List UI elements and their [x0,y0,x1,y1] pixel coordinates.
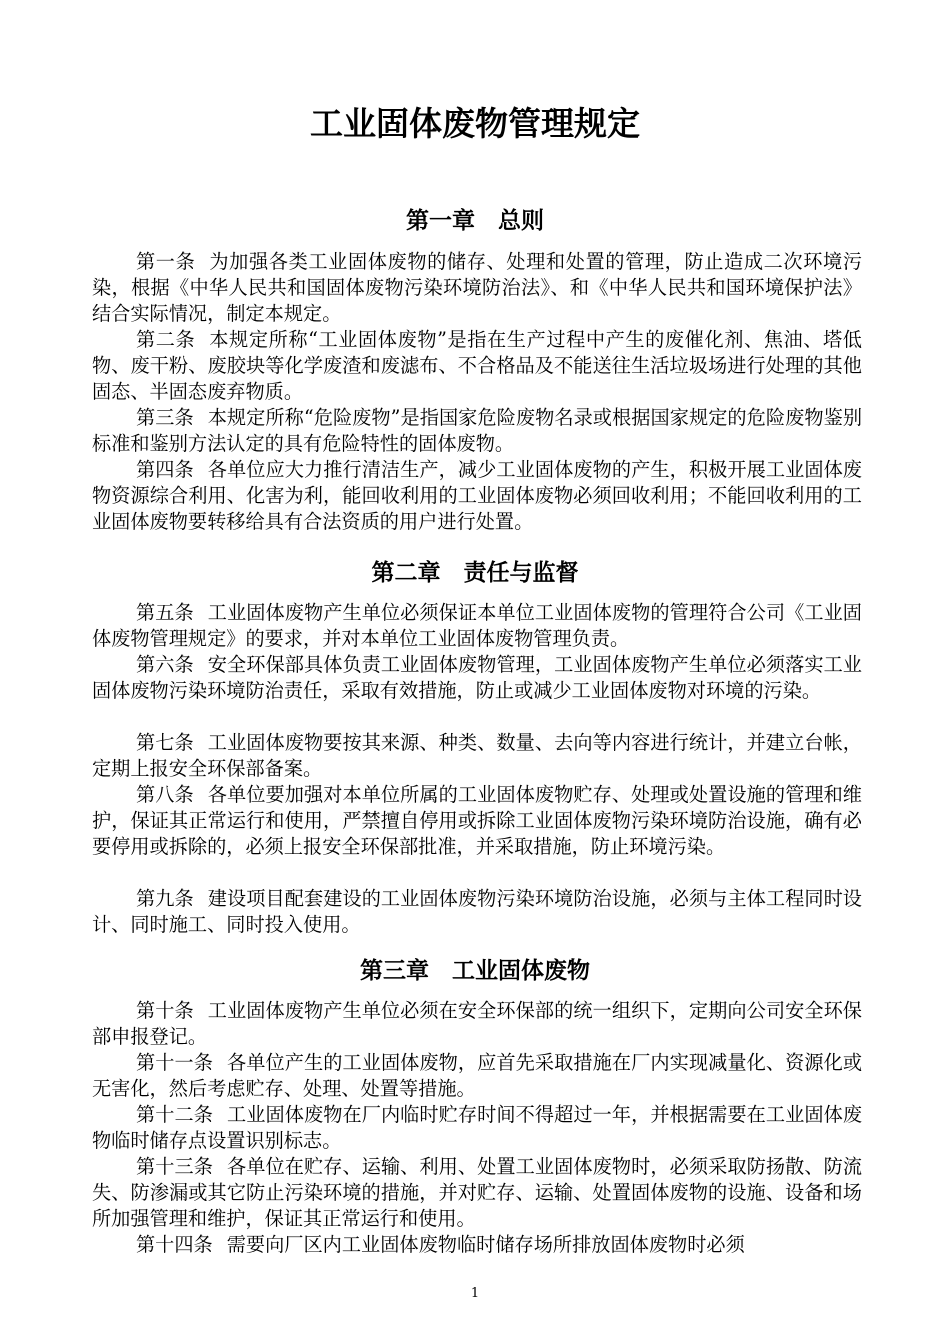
article-5 [92,600,862,652]
article-text: 工业固体废物产生单位必须保证本单位工业固体废物的管理符合公司《工业固体废物管理规定》的要求，并对本单位工业固体废物管理负责。 [92,601,862,650]
chapter-heading: 第一章 总则 [406,208,544,234]
article-number: 第十三条 [136,1155,213,1178]
article-13 [92,1154,862,1232]
article-number: 第九条 [136,887,194,910]
article-text: 工业固体废物产生单位必须在安全环保部的统一组织下，定期向公司安全环保部申报登记。 [92,999,862,1048]
article-7 [92,730,862,782]
article-number: 第五条 [136,601,194,624]
article-10 [92,998,862,1050]
chapter-heading: 第三章 工业固体废物 [360,958,590,984]
article-number: 第十四条 [136,1233,213,1256]
article-text: 为加强各类工业固体废物的储存、处理和处置的管理，防止造成二次环境污染，根据《中华人民共和国固体废物污染环境防治法》、和《中华人民共和国环境保护法》结合实际情况，制定本规定。 [92,250,863,325]
article-number: 第十条 [136,999,194,1022]
article-text: 需要向厂区内工业固体废物临时储存场所排放固体废物时必须 [226,1233,745,1256]
article-number: 第七条 [136,731,194,754]
article-number: 第十二条 [136,1103,213,1126]
article-11 [92,1050,862,1102]
article-text: 建设项目配套建设的工业固体废物污染环境防治设施，必须与主体工程同时设计、同时施工、同时投入使用。 [92,887,862,936]
article-3 [92,405,862,457]
article-text: 本规定所称“工业固体废物”是指在生产过程中产生的废催化剂、焦油、塔低物、废干粉、废胶块等化学废渣和废滤布、不合格品及不能送往生活垃圾场进行处理的其他固态、半固态废弃物质。 [92,328,862,403]
article-9 [92,886,862,938]
article-number: 第八条 [136,783,194,806]
document-title: 工业固体废物管理规定 [310,104,640,143]
article-text: 安全环保部具体负责工业固体废物管理，工业固体废物产生单位必须落实工业固体废物污染环境防治责任，采取有效措施，防止或减少工业固体废物对环境的污染。 [92,653,862,702]
article-2 [92,327,862,405]
article-number: 第十一条 [136,1051,213,1074]
article-12 [92,1102,862,1154]
page-number: 1 [470,1286,480,1301]
article-6 [92,652,862,704]
article-text: 各单位应大力推行清洁生产，减少工业固体废物的产生，积极开展工业固体废物资源综合利用、化害为利，能回收利用的工业固体废物必须回收利用；不能回收利用的工业固体废物要转移给具有合法资质的用户进行处置。 [92,458,862,533]
article-text: 各单位产生的工业固体废物，应首先采取措施在厂内实现减量化、资源化或无害化，然后考虑贮存、处理、处置等措施。 [92,1051,863,1100]
article-text: 工业固体废物要按其来源、种类、数量、去向等内容进行统计，并建立台帐，定期上报安全环保部备案。 [92,731,862,780]
article-number: 第六条 [136,653,194,676]
article-4 [92,457,862,535]
article-number: 第四条 [136,458,194,481]
article-number: 第二条 [136,328,196,351]
chapter-heading: 第二章 责任与监督 [371,560,579,586]
article-14 [92,1232,862,1258]
article-number: 第一条 [136,250,196,273]
article-text: 各单位在贮存、运输、利用、处置工业固体废物时，必须采取防扬散、防流失、防渗漏或其它防止污染环境的措施，并对贮存、运输、处置固体废物的设施、设备和场所加强管理和维护，保证其正常运行和使用。 [92,1155,863,1230]
article-8 [92,782,862,860]
article-text: 本规定所称“危险废物”是指国家危险废物名录或根据国家规定的危险废物鉴别标准和鉴别方法认定的具有危险特性的固体废物。 [92,406,863,455]
article-text: 工业固体废物在厂内临时贮存时间不得超过一年，并根据需要在工业固体废物临时储存点设置识别标志。 [92,1103,863,1152]
article-text: 各单位要加强对本单位所属的工业固体废物贮存、处理或处置设施的管理和维护，保证其正常运行和使用，严禁擅自停用或拆除工业固体废物污染环境防治设施，确有必要停用或拆除的，必须上报安全环保部批准，并采取措施，防止环境污染。 [92,783,862,858]
article-number: 第三条 [136,406,194,429]
article-1 [92,249,862,327]
